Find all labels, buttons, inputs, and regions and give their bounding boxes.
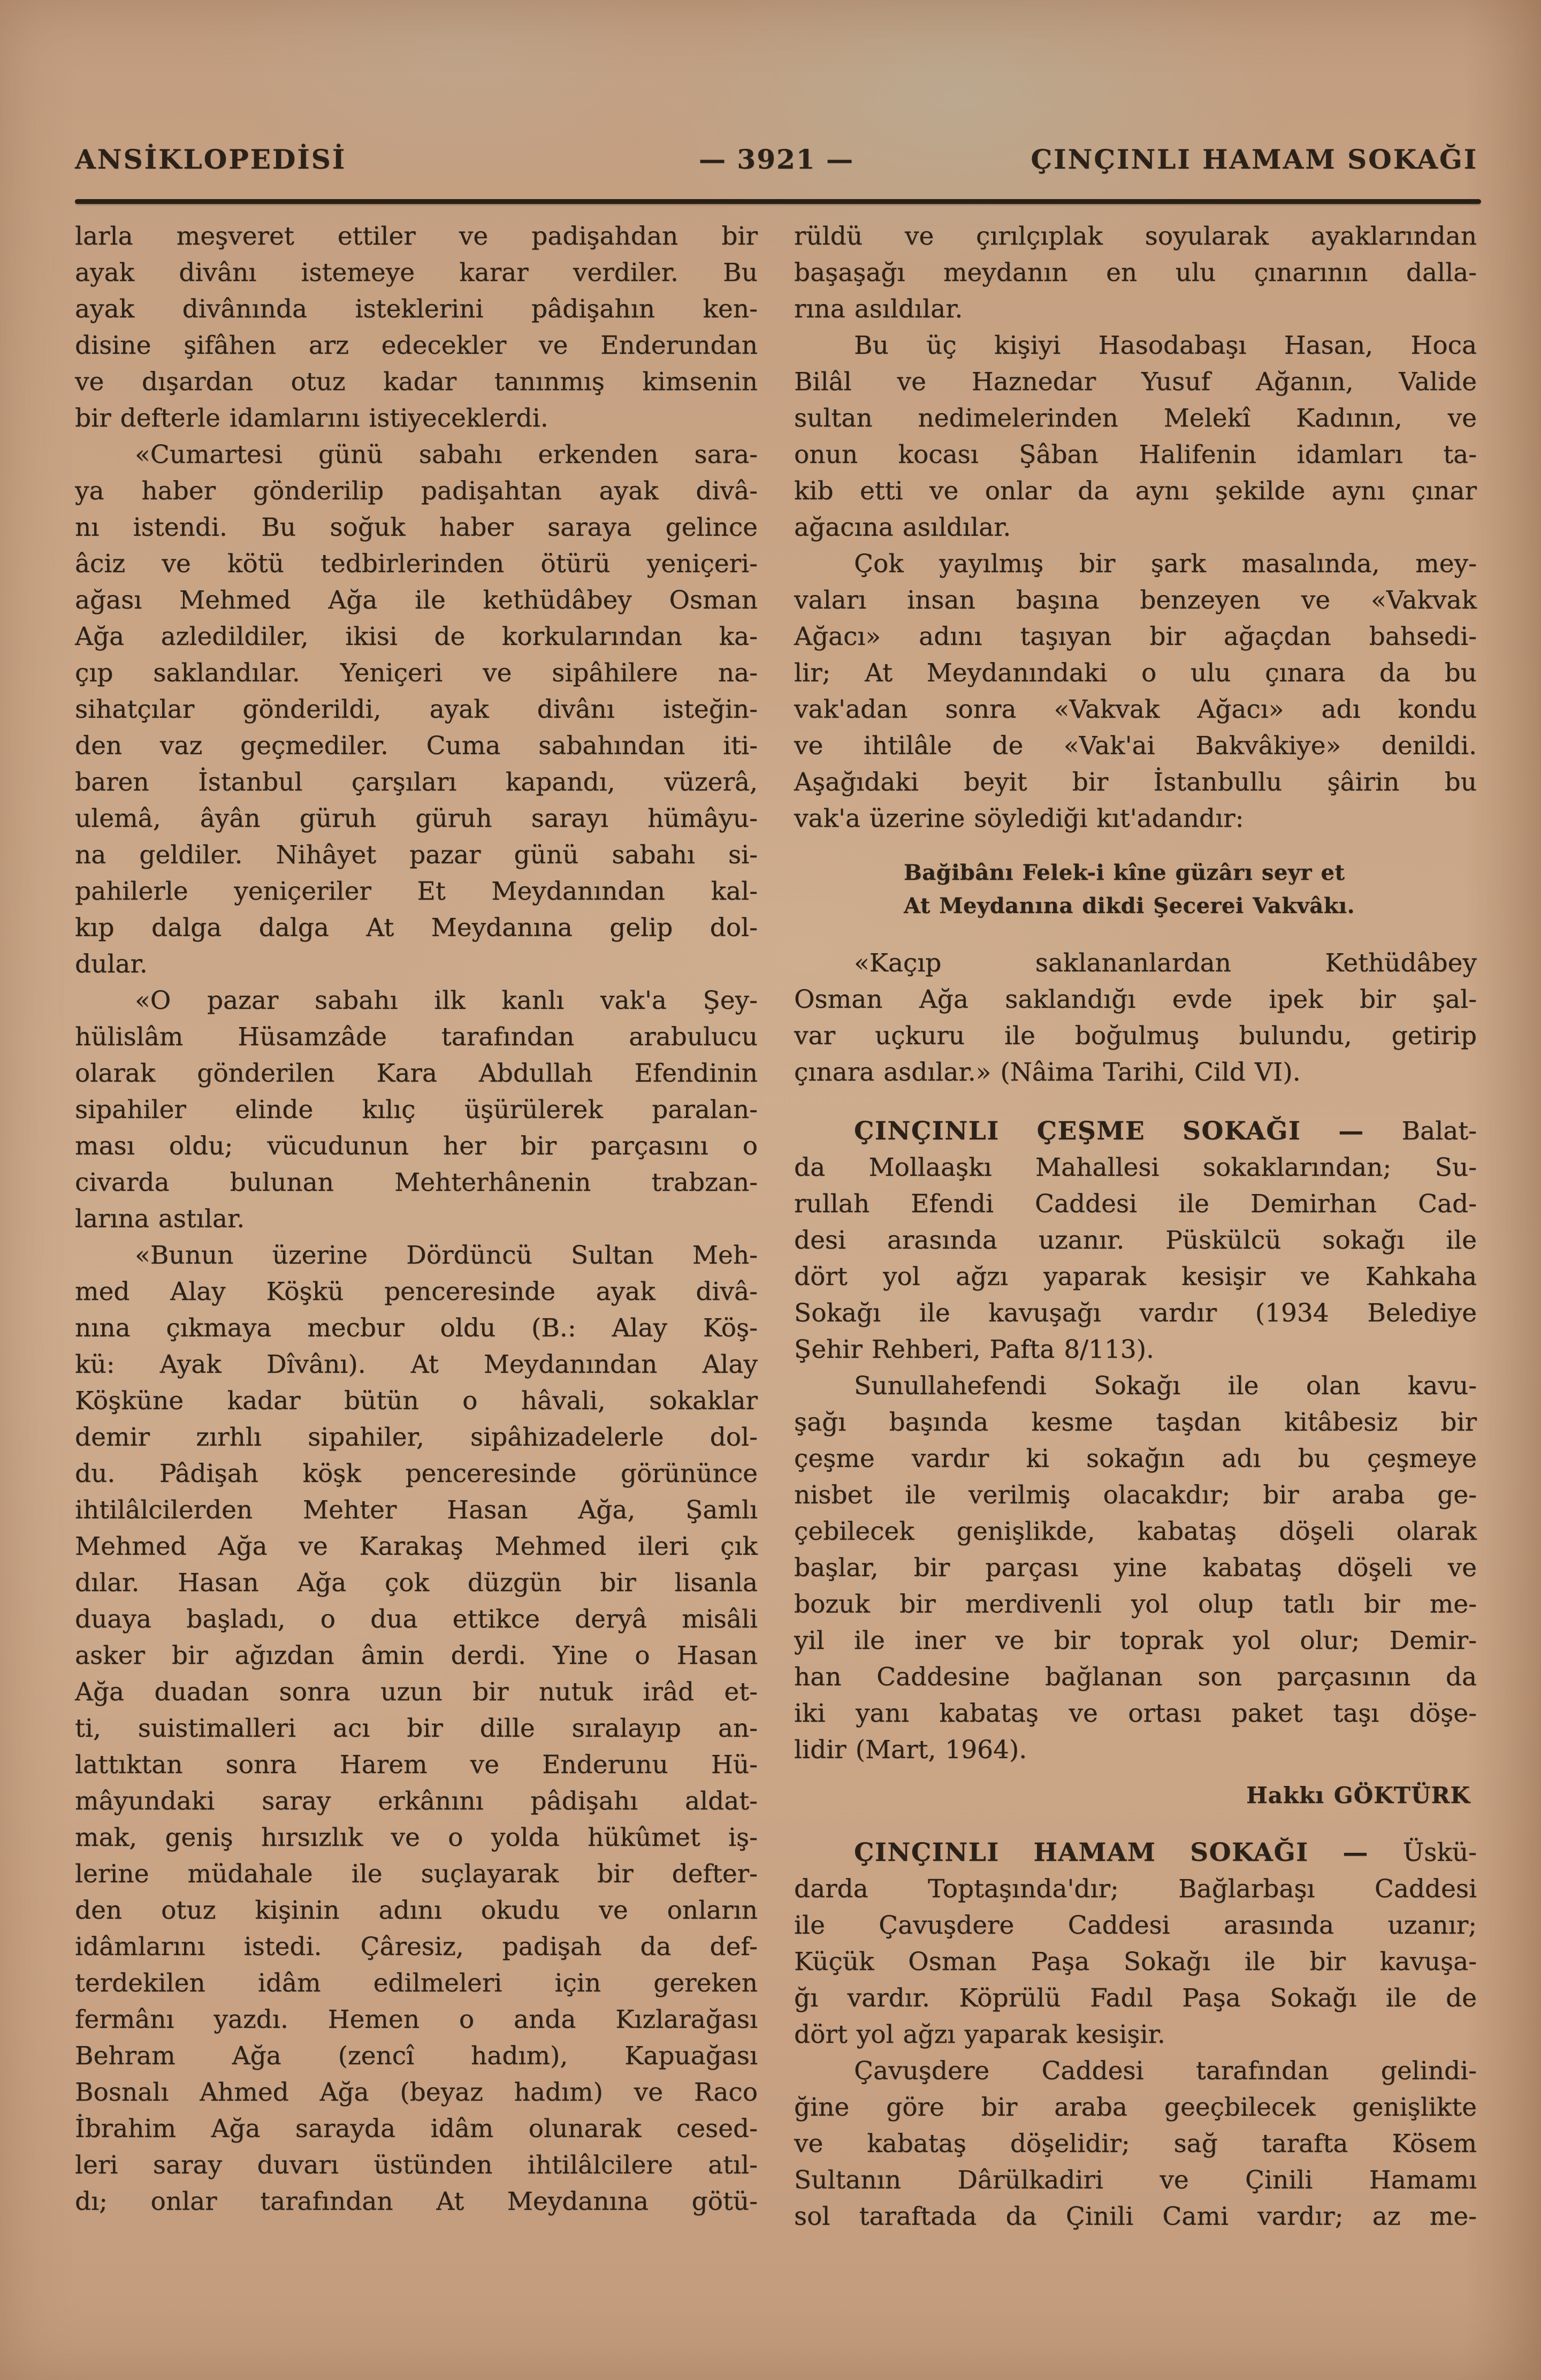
text-line: Çok yayılmış bir şark masalında, mey- <box>854 549 1477 579</box>
text-line: Bağibânı Felek-i kîne güzârı seyr et <box>904 860 1345 885</box>
text-line: han Caddesine bağlanan son parçasının da <box>794 1662 1477 1692</box>
text-line: ve ihtilâle de «Vak'ai Bakvâkiye» denildi. <box>794 731 1477 761</box>
text-line: olarak gönderilen Kara Abdullah Efendinin <box>75 1059 758 1088</box>
text-line: demir zırhlı sipahiler, sipâhizadelerle dol- <box>75 1423 758 1452</box>
text-line: var uçkuru ile boğulmuş bulundu, getirip <box>794 1021 1477 1051</box>
text-line: Hakkı GÖKTÜRK <box>1246 1782 1470 1808</box>
paragraph-block <box>794 218 1477 328</box>
text-line: Ağa duadan sonra uzun bir nutuk irâd et- <box>75 1677 758 1707</box>
text-line: mak, geniş hırsızlık ve o yolda hükûmet iş- <box>75 1823 758 1852</box>
text-line: Osman Ağa saklandığı evde ipek bir şal- <box>794 985 1477 1014</box>
entry-heading: ÇINÇINLI HAMAM SOKAĞI — <box>854 1838 1403 1867</box>
text-line: Bu üç kişiyi Hasodabaşı Hasan, Hoca <box>854 331 1477 360</box>
text-line: desi arasında uzanır. Püskülcü sokağı ile <box>794 1226 1477 1255</box>
text-line: çebilecek genişlikde, kabataş döşeli olarak <box>794 1517 1477 1546</box>
text-line: Sokağı ile kavuşağı vardır (1934 Belediye <box>794 1298 1477 1328</box>
text-line: çınara asdılar.» (Nâima Tarihi, Cild VI). <box>794 1058 1301 1087</box>
text-line: nına çıkmaya mecbur oldu (B.: Alay Köş- <box>75 1313 758 1343</box>
text-line: Sunullahefendi Sokağı ile olan kavu- <box>854 1371 1477 1401</box>
entry-block <box>794 1835 1477 2053</box>
text-line: terdekilen idâm edilmeleri için gereken <box>75 1968 758 1998</box>
text-line: nisbet ile verilmiş olacakdır; bir araba ge- <box>794 1480 1477 1510</box>
text-line: Köşküne kadar bütün o hâvali, sokaklar <box>75 1386 758 1416</box>
header-rule <box>75 199 1481 204</box>
text-line: kü: Ayak Dîvânı). At Meydanından Alay <box>75 1350 758 1379</box>
text-line: rüldü ve çırılçıplak soyularak ayaklarından <box>794 222 1477 251</box>
paragraph-block <box>75 1237 758 2220</box>
text-line: âciz ve kötü tedbirlerinden ötürü yeniçeri- <box>75 549 758 579</box>
text-line: dılar. Hasan Ağa çok düzgün bir lisanla <box>75 1568 758 1598</box>
text-line: Ağa azledildiler, ikisi de korkularından ka- <box>75 622 758 651</box>
text-line: dı; onlar tarafından At Meydanına götü- <box>75 2187 758 2216</box>
text-line: başlar, bir parçası yine kabataş döşeli ve <box>794 1553 1477 1583</box>
text-line: bir defterle idamlarını istiyeceklerdi. <box>75 404 548 433</box>
text-line: ğı vardır. Köprülü Fadıl Paşa Sokağı ile de <box>794 1983 1477 2013</box>
text-line: ağası Mehmed Ağa ile kethüdâbey Osman <box>75 586 758 615</box>
text-line: med Alay Köşkü penceresinde ayak divâ- <box>75 1277 758 1306</box>
text-line: Behram Ağa (zencî hadım), Kapuağası <box>75 2041 758 2071</box>
article-title: ÇINÇINLI HAMAM SOKAĞI <box>1031 143 1478 175</box>
text-line: bozuk bir merdivenli yol olup tatlı bir me- <box>794 1590 1477 1619</box>
text-line: ğine göre bir araba geeçbilecek genişlikte <box>794 2093 1477 2122</box>
text-line: sihatçılar gönderildi, ayak divânı isteğin- <box>75 695 758 724</box>
text-line: dört yol ağzı yaparak kesişir. <box>794 2020 1165 2049</box>
text-line: ve dışardan otuz kadar tanınmış kimsenin <box>75 367 758 397</box>
right-column <box>794 218 1477 2235</box>
text-line: idâmlarını istedi. Çâresiz, padişah da def- <box>75 1932 758 1961</box>
text-line: da Mollaaşkı Mahallesi sokaklarından; Su- <box>794 1153 1477 1182</box>
text-line: fermânı yazdı. Hemen o anda Kızlarağası <box>75 2005 758 2034</box>
text-line: «Bunun üzerine Dördüncü Sultan Meh- <box>135 1241 758 1270</box>
text-line: ayak divânında isteklerini pâdişahın ken- <box>75 294 758 324</box>
text-line: iki yanı kabataş ve ortası paket taşı döşe- <box>794 1699 1477 1728</box>
text-line: lir; At Meydanındaki o ulu çınara da bu <box>794 658 1477 688</box>
text-line: ayak divânı istemeye karar verdiler. Bu <box>75 258 758 287</box>
text-line: şağı başında kesme taşdan kitâbesiz bir <box>794 1408 1477 1437</box>
text-line: den otuz kişinin adını okudu ve onların <box>75 1896 758 1925</box>
text-line: kıp dalga dalga At Meydanına gelip dol- <box>75 913 758 942</box>
text-line: ÇINÇINLI HAMAM SOKAĞI — Üskü- <box>854 1838 1477 1867</box>
text-line: dular. <box>75 949 148 979</box>
text-line: çeşme vardır ki sokağın adı bu çeşmeye <box>794 1444 1477 1473</box>
text-line: rına asıldılar. <box>794 294 963 324</box>
text-line: Çavuşdere Caddesi tarafından gelindi- <box>854 2056 1477 2086</box>
text-line: çıp saklandılar. Yeniçeri ve sipâhilere na- <box>75 658 758 688</box>
text-line: kib etti ve onlar da aynı şekilde aynı çınar <box>794 476 1477 506</box>
text-line: İbrahim Ağa sarayda idâm olunarak cesed- <box>75 2114 758 2143</box>
text-line: duaya başladı, o dua ettikce deryâ misâli <box>75 1605 758 1634</box>
text-line: larla meşveret ettiler ve padişahdan bir <box>75 222 758 251</box>
paragraph-block <box>75 983 758 1237</box>
text-line: vak'a üzerine söylediği kıt'adandır: <box>794 804 1244 833</box>
text-line: asker bir ağızdan âmin derdi. Yine o Hasan <box>75 1641 758 1670</box>
page-number: — 3921 — <box>699 143 854 175</box>
text-line: sultan nedimelerinden Melekî Kadının, ve <box>794 404 1477 433</box>
text-line: lerine müdahale ile suçlayarak bir defter- <box>75 1859 758 1889</box>
text-line: ÇINÇINLI ÇEŞME SOKAĞI — Balat- <box>854 1116 1477 1146</box>
text-line: başaşağı meydanın en ulu çınarının dalla- <box>794 258 1477 287</box>
text-line: sol taraftada da Çinili Cami vardır; az me- <box>794 2202 1477 2231</box>
text-line: onun kocası Şâban Halifenin idamları ta- <box>794 440 1477 469</box>
text-line: dört yol ağzı yaparak kesişir ve Kahkaha <box>794 1262 1477 1291</box>
text-line: Ağacı» adını taşıyan bir ağaçdan bahsedi- <box>794 622 1477 651</box>
text-line: yil ile iner ve bir toprak yol olur; Demir- <box>794 1626 1477 1655</box>
paragraph-block <box>794 2053 1477 2235</box>
text-line: rullah Efendi Caddesi ile Demirhan Cad- <box>794 1189 1477 1219</box>
text-line: baren İstanbul çarşıları kapandı, vüzerâ, <box>75 767 758 797</box>
text-line: sipahiler elinde kılıç üşürülerek paralan- <box>75 1095 758 1124</box>
left-column <box>75 218 758 2235</box>
text-line: disine şifâhen arz edecekler ve Enderundan <box>75 331 758 360</box>
text-line: Mehmed Ağa ve Karakaş Mehmed ileri çık <box>75 1532 758 1561</box>
text-line: Bosnalı Ahmed Ağa (beyaz hadım) ve Raco <box>75 2078 758 2107</box>
text-line: At Meydanına dikdi Şecerei Vakvâkı. <box>904 893 1355 918</box>
text-line: leri saray duvarı üstünden ihtilâlcilere atıl- <box>75 2150 758 2180</box>
text-line: larına astılar. <box>75 1204 245 1234</box>
text-line: ile Çavuşdere Caddesi arasında uzanır; <box>794 1911 1477 1940</box>
paragraph-block <box>794 328 1477 546</box>
text-line: civarda bulunan Mehterhânenin trabzan- <box>75 1168 758 1197</box>
entry-block <box>794 1113 1477 1368</box>
text-line: Küçük Osman Paşa Sokağı ile bir kavuşa- <box>794 1947 1477 1976</box>
paragraph-block <box>794 1368 1477 1768</box>
text-line: Şehir Rehberi, Pafta 8/113). <box>794 1335 1154 1364</box>
text-line: ması oldu; vücudunun her bir parçasını o <box>75 1131 758 1161</box>
text-line: nı istendi. Bu soğuk haber saraya gelince <box>75 513 758 542</box>
paragraph-block <box>794 546 1477 837</box>
text-line: du. Pâdişah köşk penceresinde görününce <box>75 1459 758 1488</box>
paragraph-block <box>75 218 758 437</box>
text-line: ti, suistimalleri acı bir dille sıralayıp an- <box>75 1714 758 1743</box>
text-line: vak'adan sonra «Vakvak Ağacı» adı kondu <box>794 695 1477 724</box>
text-line: darda Toptaşında'dır; Bağlarbaşı Caddesi <box>794 1874 1477 1904</box>
text-line: na geldiler. Nihâyet pazar günü sabahı si- <box>75 840 758 870</box>
text-line: ya haber gönderilip padişahtan ayak divâ- <box>75 476 758 506</box>
text-line: mâyundaki saray erkânını pâdişahı aldat- <box>75 1786 758 1816</box>
entry-heading: ÇINÇINLI ÇEŞME SOKAĞI — <box>854 1116 1402 1146</box>
text-line: «Cumartesi günü sabahı erkenden sara- <box>135 440 758 469</box>
text-line: hülislâm Hüsamzâde tarafından arabulucu <box>75 1022 758 1052</box>
text-line: ulemâ, âyân güruh güruh sarayı hümâyu- <box>75 804 758 833</box>
page-header <box>75 143 1478 175</box>
text-line: Bilâl ve Haznedar Yusuf Ağanın, Valide <box>794 367 1477 397</box>
verse-block <box>904 856 1477 923</box>
text-line: «Kaçıp saklananlardan Kethüdâbey <box>854 948 1477 978</box>
text-line: ve kabataş döşelidir; sağ tarafta Kösem <box>794 2129 1477 2158</box>
text-line: vaları insan başına benzeyen ve «Vakvak <box>794 586 1477 615</box>
text-line: Aşağıdaki beyit bir İstanbullu şâirin bu <box>794 767 1477 797</box>
text-line: Sultanın Dârülkadiri ve Çinili Hamamı <box>794 2165 1477 2195</box>
paragraph-block <box>75 437 758 983</box>
text-line: den vaz geçmediler. Cuma sabahından iti- <box>75 731 758 761</box>
text-line: «O pazar sabahı ilk kanlı vak'a Şey- <box>135 986 758 1015</box>
signature-block <box>794 1779 1470 1812</box>
journal-title: ANSİKLOPEDİSİ <box>75 143 347 175</box>
text-line: lidir (Mart, 1964). <box>794 1735 1027 1765</box>
text-columns <box>75 218 1477 2235</box>
paragraph-block <box>794 945 1477 1091</box>
text-line: ağacına asıldılar. <box>794 513 1011 542</box>
text-line: pahilerle yeniçeriler Et Meydanından kal- <box>75 877 758 906</box>
text-line: ihtilâlcilerden Mehter Hasan Ağa, Şamlı <box>75 1495 758 1525</box>
text-line: lattıktan sonra Harem ve Enderunu Hü- <box>75 1750 758 1780</box>
